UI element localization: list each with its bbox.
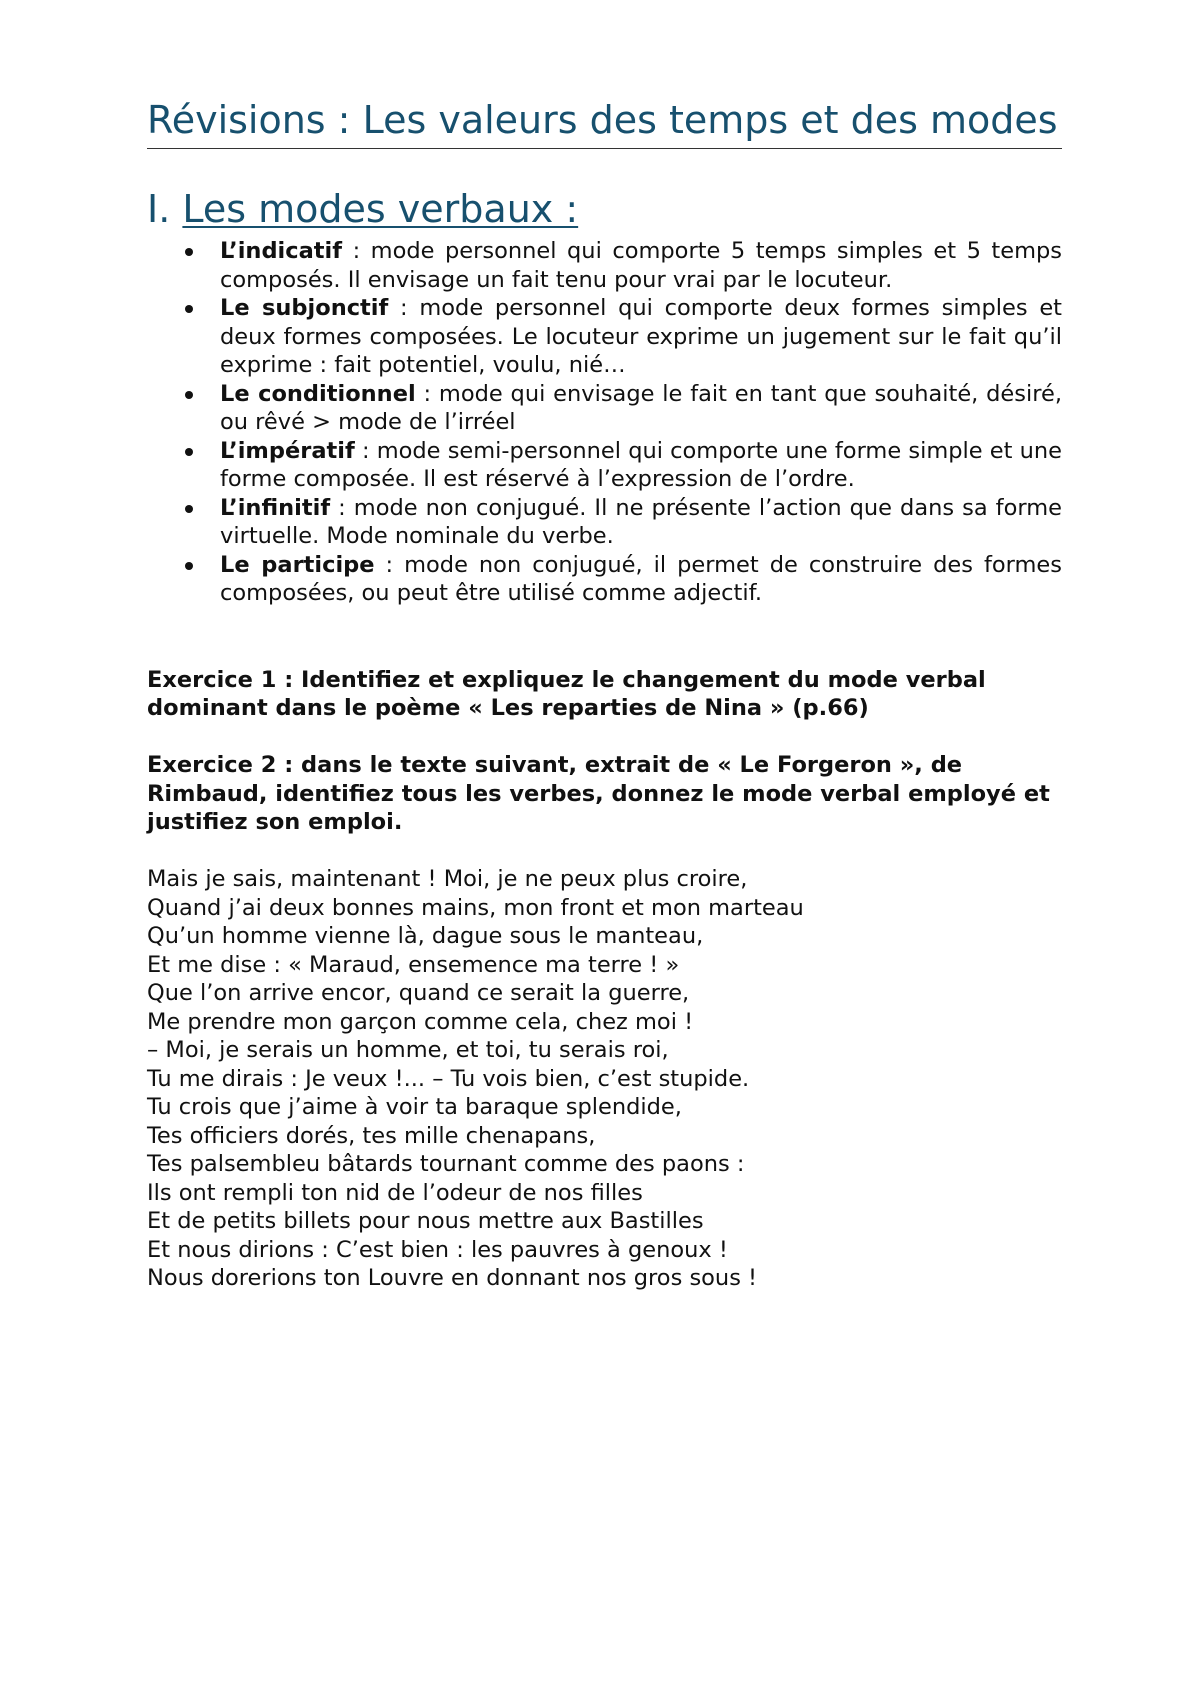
exercise-1: Exercice 1 : Identifiez et expliquez le changement du mode verbal dominant dans le poème « Les reparties de Nina » (p.66) xyxy=(147,666,986,721)
mode-term: Le conditionnel xyxy=(220,380,416,407)
section-heading xyxy=(147,185,1062,233)
modes-list xyxy=(147,237,1062,608)
poem-line: Mais je sais, maintenant ! Moi, je ne peux plus croire, xyxy=(147,866,748,892)
document-title: Révisions : Les valeurs des temps et des modes xyxy=(147,96,1062,149)
section-number: I. xyxy=(147,187,171,231)
bullet-icon xyxy=(185,448,193,456)
mode-description: : mode non conjugué, il permet de construire des formes composées, ou peut être utilisé comme adjectif. xyxy=(220,551,1062,606)
mode-description: : mode personnel qui comporte deux formes simples et deux formes composées. Le locuteur exprime un jugement sur le fait qu’il exprime : fait potentiel, voulu, nié… xyxy=(220,295,1062,378)
bullet-icon xyxy=(185,391,193,399)
list-item xyxy=(147,551,1062,608)
poem-line: Que l’on arrive encor, quand ce serait la guerre, xyxy=(147,980,690,1006)
mode-term: L’infinitif xyxy=(220,494,331,521)
document-page xyxy=(147,96,1062,1293)
bullet-icon xyxy=(185,248,193,256)
poem-line: Tes palsembleu bâtards tournant comme des paons : xyxy=(147,1151,745,1177)
poem-line: Qu’un homme vienne là, dague sous le manteau, xyxy=(147,923,704,949)
poem-line: Et nous dirions : C’est bien : les pauvres à genoux ! xyxy=(147,1236,728,1263)
poem xyxy=(147,865,1062,1293)
bullet-icon xyxy=(185,505,193,513)
mode-description: : mode semi-personnel qui comporte une forme simple et une forme composée. Il est réservé à l’expression de l’ordre. xyxy=(220,437,1062,492)
poem-line: Et me dise : « Maraud, ensemence ma terre ! » xyxy=(147,951,680,978)
poem-line: Tu me dirais : Je veux !... – Tu vois bien, c’est stupide. xyxy=(147,1065,750,1092)
list-item xyxy=(147,494,1062,551)
list-item xyxy=(147,380,1062,437)
mode-term: L’impératif xyxy=(220,437,355,464)
list-item xyxy=(147,237,1062,294)
exercise-2: Exercice 2 : dans le texte suivant, extrait de « Le Forgeron », de Rimbaud, identifiez tous les verbes, donnez le mode verbal employé et justifiez son emploi. xyxy=(147,752,1050,835)
poem-line: – Moi, je serais un homme, et toi, tu serais roi, xyxy=(147,1037,669,1063)
section-title: Les modes verbaux : xyxy=(182,187,579,231)
poem-line: Tes officiers dorés, tes mille chenapans, xyxy=(147,1122,596,1149)
poem-line: Quand j’ai deux bonnes mains, mon front et mon marteau xyxy=(147,894,804,921)
poem-line: Tu crois que j’aime à voir ta baraque splendide, xyxy=(147,1094,682,1120)
mode-term: Le participe xyxy=(220,551,375,578)
mode-term: L’indicatif xyxy=(220,238,343,264)
poem-line: Me prendre mon garçon comme cela, chez moi ! xyxy=(147,1008,694,1035)
list-item xyxy=(147,294,1062,380)
mode-term: Le subjonctif xyxy=(220,295,389,321)
poem-line: Nous dorerions ton Louvre en donnant nos gros sous ! xyxy=(147,1265,758,1291)
poem-line: Ils ont rempli ton nid de l’odeur de nos filles xyxy=(147,1179,643,1206)
bullet-icon xyxy=(185,562,193,570)
list-item xyxy=(147,437,1062,494)
mode-description: : mode qui envisage le fait en tant que souhaité, désiré, ou rêvé > mode de l’irréel xyxy=(220,380,1062,435)
mode-description: : mode personnel qui comporte 5 temps simples et 5 temps composés. Il envisage un fait tenu pour vrai par le locuteur. xyxy=(220,238,1062,293)
mode-description: : mode non conjugué. Il ne présente l’action que dans sa forme virtuelle. Mode nominale du verbe. xyxy=(220,494,1062,549)
bullet-icon xyxy=(185,305,193,313)
poem-line: Et de petits billets pour nous mettre aux Bastilles xyxy=(147,1208,704,1234)
